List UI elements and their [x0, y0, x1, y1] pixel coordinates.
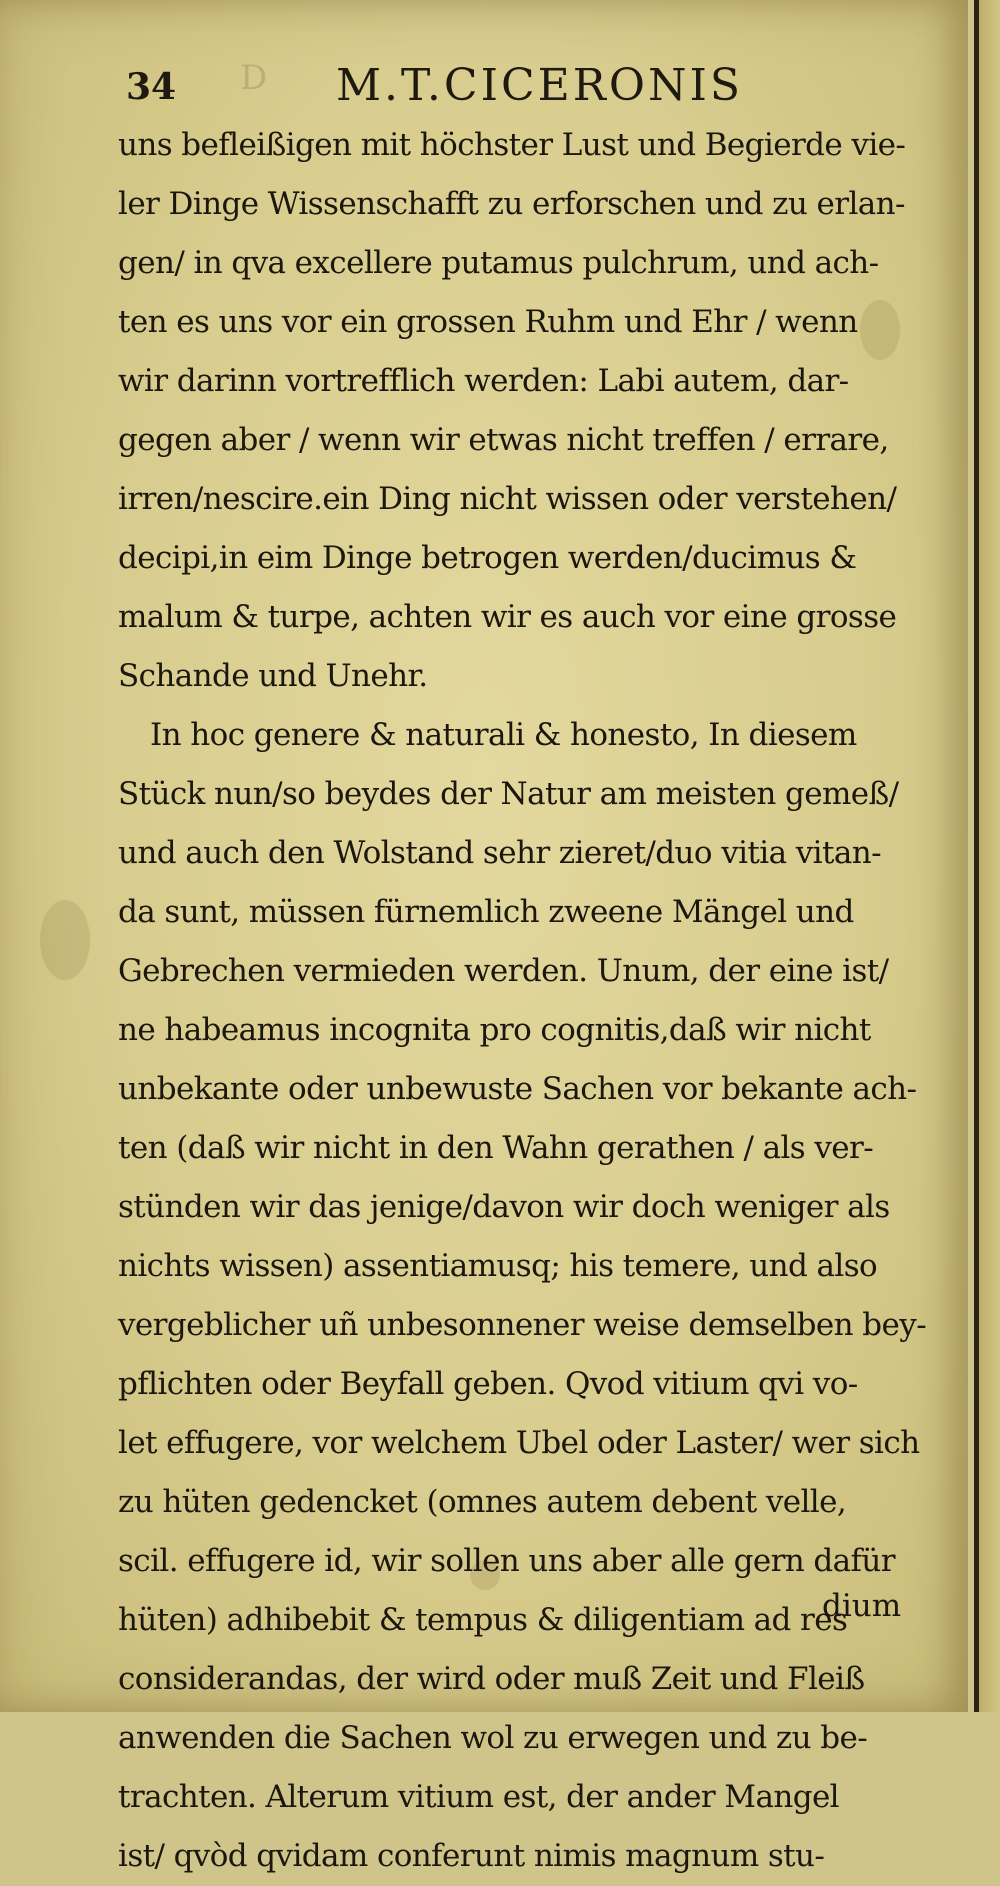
text-line: scil. effugere id, wir sollen uns aber alle gern dafür	[118, 1543, 895, 1579]
text-line: trachten. Alterum vitium est, der ander Mangel	[118, 1779, 840, 1815]
text-line: ist/ qvòd qvidam conferunt nimis magnum stu-	[118, 1838, 825, 1874]
text-line: wir darinn vortrefflich werden: Labi autem, dar-	[118, 363, 849, 399]
text-line: considerandas, der wird oder muß Zeit und Fleiß	[118, 1661, 865, 1697]
page-header	[126, 60, 826, 120]
text-line: zu hüten gedencket (omnes autem debent velle,	[118, 1484, 847, 1520]
text-line: stünden wir das jenige/davon wir doch weniger als	[118, 1189, 890, 1225]
text-line: und auch den Wolstand sehr zieret/duo vitia vitan-	[118, 835, 881, 871]
text-line: ler Dinge Wissenschafft zu erforschen und zu erlan-	[118, 186, 905, 222]
text-line: irren/nescire.ein Ding nicht wissen oder verstehen/	[118, 481, 897, 517]
text-line: Gebrechen vermieden werden. Unum, der eine ist/	[118, 953, 889, 989]
catchword: dium	[822, 1588, 902, 1624]
text-line: malum & turpe, achten wir es auch vor eine grosse	[118, 599, 897, 635]
text-line: ten es uns vor ein grossen Ruhm und Ehr / wenn	[118, 304, 858, 340]
facing-page-edge	[979, 0, 1000, 1712]
text-line: Stück nun/so beydes der Natur am meisten gemeß/	[118, 776, 899, 812]
page-number: 34	[126, 66, 177, 108]
text-line: hüten) adhibebit & tempus & diligentiam ad res	[118, 1602, 848, 1638]
text-line: ne habeamus incognita pro cognitis,daß wir nicht	[118, 1012, 871, 1048]
body-text	[118, 116, 938, 1886]
text-line: vergeblicher uñ unbesonnener weise demselben bey-	[118, 1307, 927, 1343]
text-line: gegen aber / wenn wir etwas nicht treffen / errare,	[118, 422, 889, 458]
text-line: unbekante oder unbewuste Sachen vor bekante ach-	[118, 1071, 917, 1107]
paper-stain	[40, 900, 90, 980]
text-line: uns befleißigen mit höchster Lust und Begierde vie-	[118, 127, 906, 163]
text-line: nichts wissen) assentiamusq; his temere, und also	[118, 1248, 878, 1284]
text-line: gen/ in qva excellere putamus pulchrum, und ach-	[118, 245, 879, 281]
text-line: anwenden die Sachen wol zu erwegen und zu be-	[118, 1720, 868, 1756]
text-line: pflichten oder Beyfall geben. Qvod vitium qvi vo-	[118, 1366, 858, 1402]
text-line: decipi,in eim Dinge betrogen werden/ducimus &	[118, 540, 857, 576]
ink-show-through: D	[240, 58, 270, 98]
text-line: let effugere, vor welchem Ubel oder Laster/ wer sich	[118, 1425, 920, 1461]
text-line: da sunt, müssen fürnemlich zweene Mängel und	[118, 894, 854, 930]
text-line: Schande und Unehr.	[118, 658, 428, 694]
text-line: In hoc genere & naturali & honesto, In diesem	[150, 717, 857, 753]
running-title: M.T.CICERONIS	[336, 60, 743, 111]
text-line: ten (daß wir nicht in den Wahn gerathen / als ver-	[118, 1130, 874, 1166]
